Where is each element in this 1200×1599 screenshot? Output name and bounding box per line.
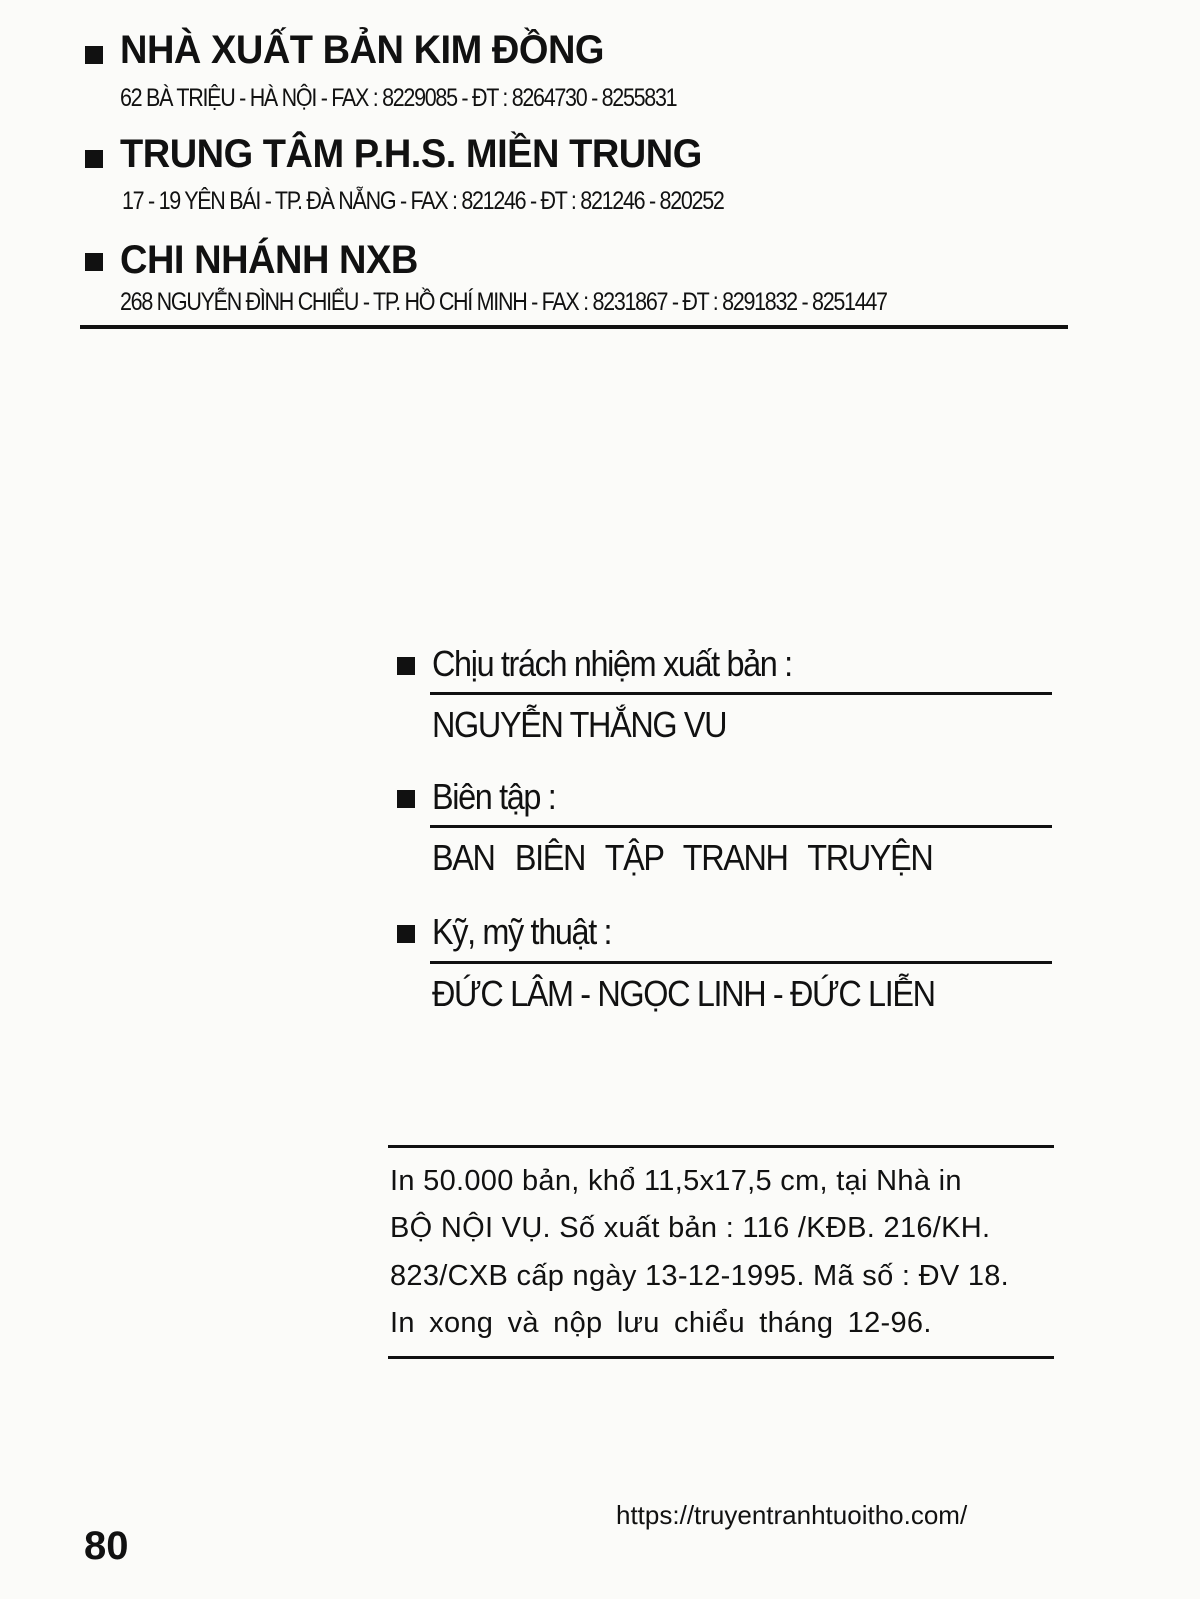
- publisher-address: 268 NGUYỄN ĐÌNH CHIỂU - TP. HỒ CHÍ MINH - FAX : 8231867 - ĐT : 8291832 - 8251447: [120, 288, 887, 316]
- divider: [388, 1356, 1054, 1359]
- watermark-url: https://truyentranhtuoitho.com/: [616, 1500, 968, 1530]
- credit-label: Biên tập :: [432, 776, 556, 817]
- imprint-line: BỘ NỘI VỤ. Số xuất bản : 116 /KĐB. 216/KH.: [390, 1212, 991, 1244]
- publisher-address: 62 BÀ TRIỆU - HÀ NỘI - FAX : 8229085 - ĐT : 8264730 - 8255831: [120, 84, 677, 112]
- credit-label: Kỹ, mỹ thuật :: [432, 911, 612, 952]
- credit-label: Chịu trách nhiệm xuất bản :: [432, 643, 792, 684]
- bullet-square-icon: [397, 657, 415, 675]
- bullet-square-icon: [85, 150, 103, 168]
- divider: [430, 692, 1052, 695]
- credit-value: BAN BIÊN TẬP TRANH TRUYỆN: [432, 837, 933, 878]
- credit-value: NGUYỄN THẮNG VU: [432, 704, 727, 745]
- divider: [388, 1145, 1054, 1148]
- divider: [430, 825, 1052, 828]
- divider: [80, 325, 1068, 329]
- imprint-line: 823/CXB cấp ngày 13-12-1995. Mã số : ĐV 18.: [390, 1260, 1010, 1292]
- credit-value: ĐỨC LÂM - NGỌC LINH - ĐỨC LIỄN: [432, 973, 935, 1014]
- publisher-name: NHÀ XUẤT BẢN KIM ĐỒNG: [120, 28, 605, 72]
- publisher-address: 17 - 19 YÊN BÁI - TP. ĐÀ NẴNG - FAX : 821246 - ĐT : 821246 - 820252: [122, 187, 724, 215]
- publisher-name: TRUNG TÂM P.H.S. MIỀN TRUNG: [120, 132, 702, 176]
- imprint-line: In 50.000 bản, khổ 11,5x17,5 cm, tại Nhà in: [390, 1165, 962, 1197]
- bullet-square-icon: [85, 46, 103, 64]
- imprint-line: In xong và nộp lưu chiểu tháng 12-96.: [390, 1307, 932, 1339]
- publisher-name: CHI NHÁNH NXB: [120, 238, 418, 282]
- divider: [430, 961, 1052, 964]
- bullet-square-icon: [397, 925, 415, 943]
- bullet-square-icon: [85, 253, 103, 271]
- bullet-square-icon: [397, 790, 415, 808]
- page-number: 80: [84, 1524, 129, 1568]
